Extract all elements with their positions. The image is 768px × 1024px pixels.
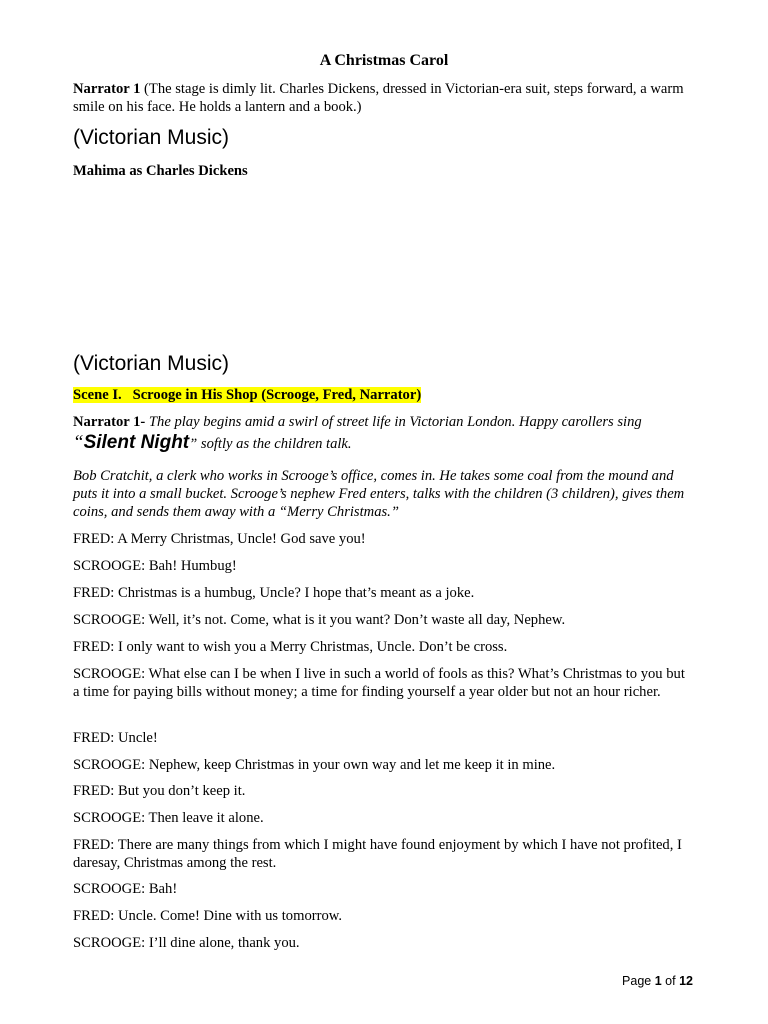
page-footer [622,974,693,988]
dialogue-line: FRED: There are many things from which I might have found enjoyment by which I have not profited, I daresay, Christmas among the rest. [73,837,682,871]
page-total: 12 [679,974,693,988]
music-cue-1: (Victorian Music) [73,126,229,149]
dialogue-line: SCROOGE: Bah! Humbug! [73,558,237,574]
of-word: of [665,974,676,988]
dialogue-line: SCROOGE: Bah! [73,881,178,897]
dialogue-line: SCROOGE: What else can I be when I live in such a world of fools as this? What’s Christmas to you but a time for paying bills without money; a time for finding yourself a year older but not an hour richer. [73,666,685,700]
dialogue-line: SCROOGE: I’ll dine alone, thank you. [73,935,300,951]
narration-speaker: Narrator 1- [73,414,146,430]
dialogue-line: FRED: Uncle! [73,730,158,746]
song-title: Silent Night [83,432,190,453]
narration-text-2: ” softly as the children talk. [189,436,352,452]
page-number: 1 [654,974,662,988]
intro-text: (The stage is dimly lit. Charles Dickens, dressed in Victorian-era suit, steps forward, a warm smile on his face. He holds a lantern and a book.) [73,81,684,115]
dialogue-line: FRED: I only want to wish you a Merry Christmas, Uncle. Don’t be cross. [73,639,508,655]
cast-line: Mahima as Charles Dickens [73,163,248,179]
dialogue-line: FRED: But you don’t keep it. [73,783,246,799]
dialogue-line: SCROOGE: Nephew, keep Christmas in your own way and let me keep it in mine. [73,757,556,773]
dialogue-line: FRED: Uncle. Come! Dine with us tomorrow. [73,908,343,924]
document-title: A Christmas Carol [319,52,449,69]
dialogue-line: FRED: Christmas is a humbug, Uncle? I hope that’s meant as a joke. [73,585,475,601]
music-cue-2: (Victorian Music) [73,352,229,375]
stage-direction: Bob Cratchit, a clerk who works in Scrooge’s office, comes in. He takes some coal from the mound and puts it into a small bucket. Scrooge’s nephew Fred enters, talks with the children (3 children), gives them coins, and sends them away with a “Merry Christmas.” [73,468,685,520]
narration-line-1 [73,413,693,431]
narration-line-2 [73,434,693,453]
intro-paragraph [73,80,693,116]
dialogue-line: SCROOGE: Well, it’s not. Come, what is it you want? Don’t waste all day, Nephew. [73,612,566,628]
narration-text-1: The play begins amid a swirl of street life in Victorian London. Happy carollers sing [145,414,642,430]
page-word: Page [622,974,652,988]
dialogue-line: SCROOGE: Then leave it alone. [73,810,264,826]
scene-heading [73,386,693,404]
dialogue-line: FRED: A Merry Christmas, Uncle! God save you! [73,531,366,547]
open-quote: “ [73,432,84,453]
intro-speaker: Narrator 1 [73,81,141,97]
scene-heading-text: Scene I. Scrooge in His Shop (Scrooge, Fred, Narrator) [73,387,422,403]
